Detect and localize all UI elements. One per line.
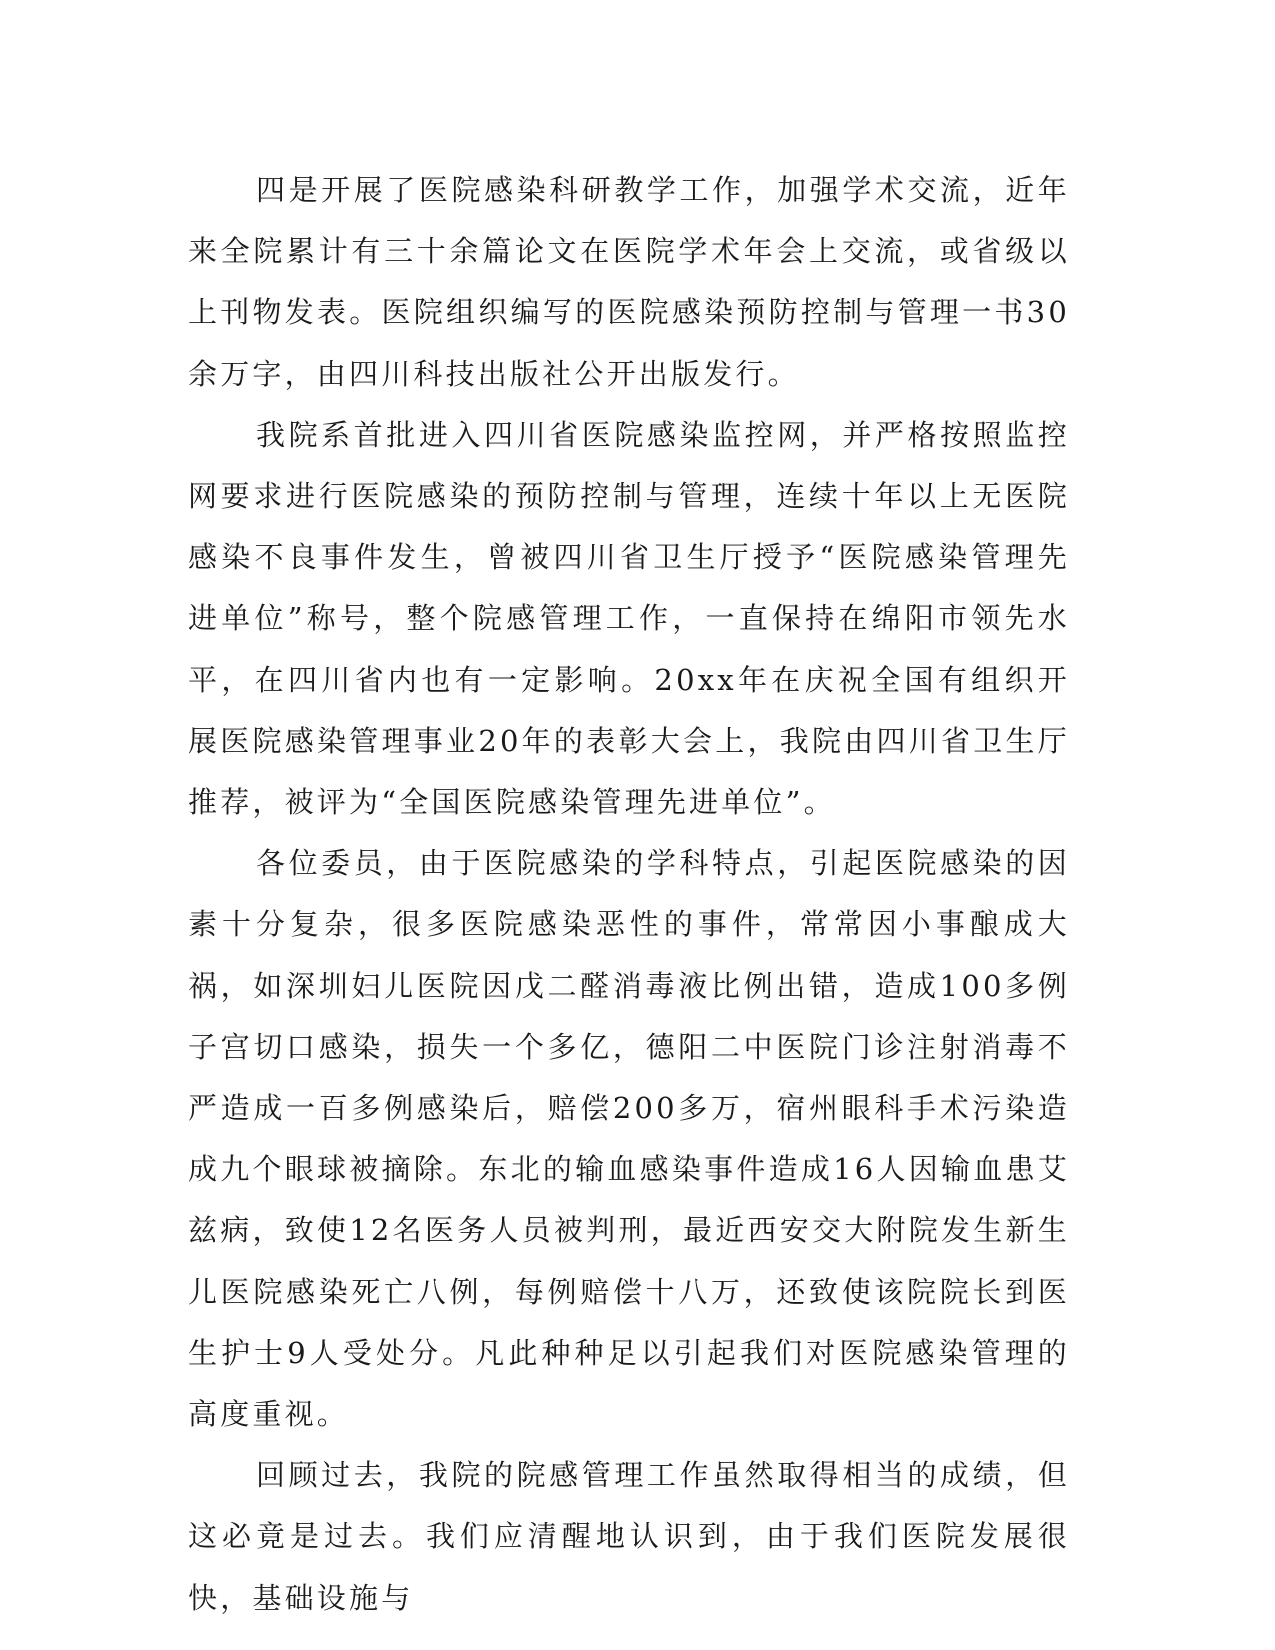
paragraph-review-past: 回顾过去，我院的院感管理工作虽然取得相当的成绩，但这必竟是过去。我们应清醒地认识到，由于我们医院发展很快，基础设施与 [188,1458,1070,1615]
paragraph-research-teaching: 四是开展了医院感染科研教学工作，加强学术交流，近年来全院累计有三十余篇论文在医院学术年会上交流，或省级以上刊物发表。医院组织编写的医院感染预防控制与管理一书30余万字，由四川科技出版社公开出版发行。 [188,173,1070,391]
paragraph-infection-incidents: 各位委员，由于医院感染的学科特点，引起医院感染的因素十分复杂，很多医院感染恶性的事件，常常因小事酿成大祸，如深圳妇儿医院因戊二醛消毒液比例出错，造成100多例子宫切口感染，损失一个多亿，德阳二中医院门诊注射消毒不严造成一百多例感染后，赔偿200多万，宿州眼科手术污染造成九个眼球被摘除。东北的输血感染事件造成16人因输血患艾兹病，致使12名医务人员被判刑，最近西安交大附院发生新生儿医院感染死亡八例，每例赔偿十八万，还致使该院院长到医生护士9人受处分。凡此种种足以引起我们对医院感染管理的高度重视。 [188,846,1070,1432]
paragraph-monitoring-network: 我院系首批进入四川省医院感染监控网，并严格按照监控网要求进行医院感染的预防控制与管理，连续十年以上无医院感染不良事件发生，曾被四川省卫生厅授予“医院感染管理先进单位”称号，整个院感管理工作，一直保持在绵阳市领先水平，在四川省内也有一定影响。20xx年在庆祝全国有组织开展医院感染管理事业20年的表彰大会上，我院由四川省卫生厅推荐，被评为“全国医院感染管理先进单位”。 [188,417,1070,820]
document-body [188,160,1070,1629]
